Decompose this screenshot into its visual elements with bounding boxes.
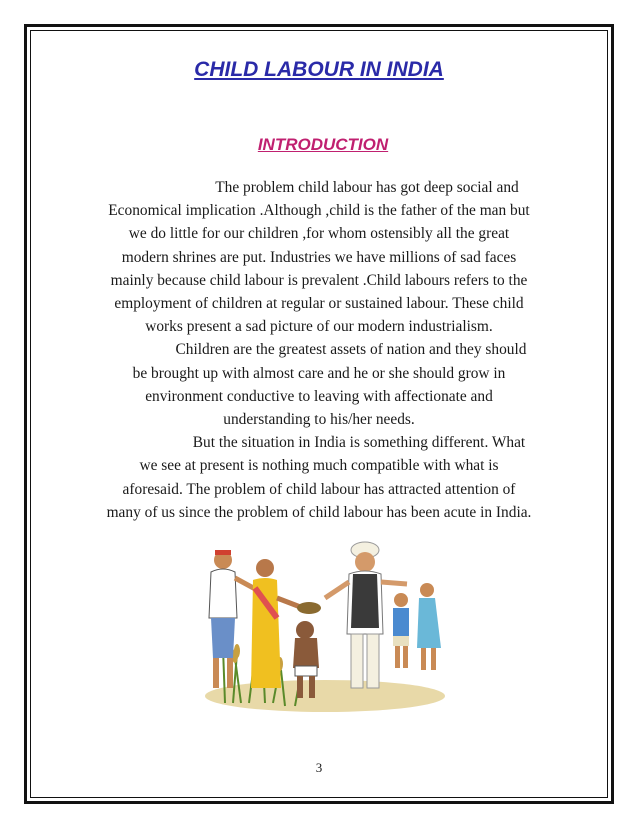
body-paragraphs [66, 176, 572, 524]
text-line: we see at present is nothing much compatible with what is [139, 457, 499, 475]
child-labour-illustration [185, 538, 455, 716]
section-heading [0, 135, 638, 155]
text-line: employment of children at regular or sustained labour. These child [114, 295, 524, 313]
text-line: understanding to his/her needs. [223, 411, 415, 429]
section-heading-text: INTRODUCTION [257, 135, 389, 154]
text-line: many of us since the problem of child labour has been acute in India. [106, 503, 532, 521]
text-line: aforesaid. The problem of child labour has attracted attention of [122, 480, 516, 498]
text-line: we do little for our children ,for whom ostensibly all the great [128, 225, 510, 243]
text-line: Children are the greatest assets of nation and they should [175, 341, 527, 359]
page-number: 3 [315, 760, 323, 775]
running-children-figures [393, 583, 441, 670]
text-line: environment conductive to leaving with affectionate and [145, 387, 493, 405]
text-line: modern shrines are put. Industries we have millions of sad faces [121, 248, 517, 266]
farmer-man-figure [209, 550, 257, 688]
text-line: The problem child labour has got deep social and [215, 179, 519, 196]
text-line: be brought up with almost care and he or she should grow in [132, 364, 506, 382]
text-line: mainly because child labour is prevalent .Child labours refers to the [110, 271, 528, 289]
text-line: works present a sad picture of our modern industrialism. [145, 318, 493, 336]
text-line: Economical implication .Although ,child is the father of the man but [108, 202, 530, 220]
text-line: But the situation in India is something different. What [192, 434, 526, 452]
document-title: CHILD LABOUR IN INDIA [194, 58, 444, 81]
